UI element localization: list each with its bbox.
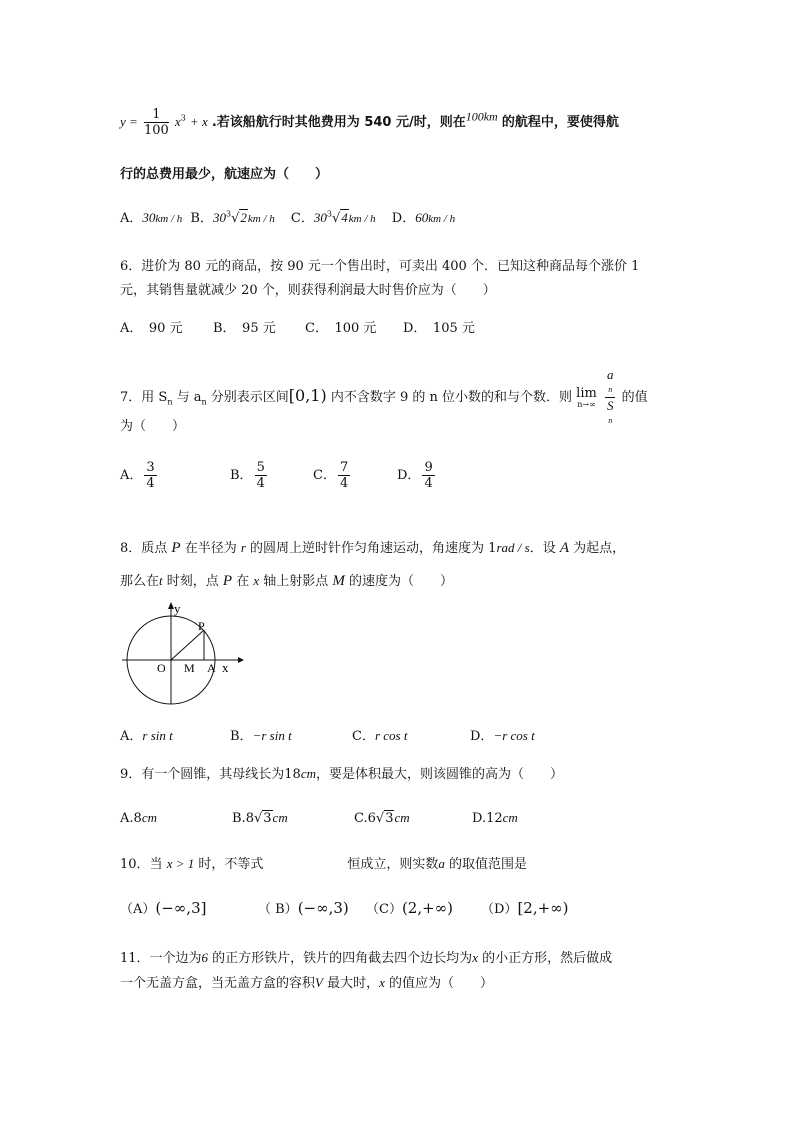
q8-rad: rad / s xyxy=(496,540,530,555)
q9-line1 xyxy=(120,763,563,782)
q5-formula-lhs: y = xyxy=(120,114,138,129)
q11-x2: x xyxy=(379,975,385,990)
q7-option-d xyxy=(397,460,437,491)
q9-option-b-unit: cm xyxy=(272,810,288,825)
q7-sub1: n xyxy=(167,397,173,407)
q5-line1 xyxy=(120,107,619,138)
q11-line1 xyxy=(120,947,612,966)
q7-line2: 为（ ） xyxy=(120,419,186,434)
q5-option-c-label: C． xyxy=(290,211,314,226)
q10-options xyxy=(120,898,569,917)
q7-lim: lim xyxy=(576,386,597,401)
q8-option-d xyxy=(470,725,535,744)
q11-l2-t3: 的值应为（ ） xyxy=(384,976,494,991)
q7-option-c-num: 7 xyxy=(339,460,349,475)
q8-a: A xyxy=(559,540,569,556)
q10-option-c-value: (2,+∞) xyxy=(401,899,454,917)
q8-option-d-label: D． xyxy=(470,729,494,744)
q9-option-d-unit: cm xyxy=(502,810,518,825)
q5-option-c-index: 3 xyxy=(326,209,332,219)
q7-option-b-den: 4 xyxy=(256,476,265,491)
q8-option-b-label: B． xyxy=(230,729,253,744)
q10-t3: 恒成立，则实数 xyxy=(347,857,439,872)
q7-frac-num-var: a xyxy=(606,367,614,382)
q8-options xyxy=(120,725,535,744)
q10-option-a-label: （A） xyxy=(120,902,156,917)
q5-option-a-value: 30 xyxy=(142,210,156,225)
q7-frac-den-var: S xyxy=(606,398,614,413)
q9-t1: 9．有一个圆锥，其母线长为 xyxy=(120,767,285,782)
q7-line1 xyxy=(120,367,648,428)
q9-options xyxy=(120,810,518,826)
q7-option-a-den: 4 xyxy=(146,476,155,491)
q7-sub2: n xyxy=(201,397,207,407)
q5-text2: 的航程中，要使得航 xyxy=(501,115,619,130)
q5-line2: 行的总费用最少，航速应为（ ） xyxy=(120,167,329,182)
q7-options xyxy=(120,460,437,491)
q8-l2-t5: 的速度为（ ） xyxy=(344,574,454,589)
q7-text2: 与 a xyxy=(172,390,202,405)
q8-r: r xyxy=(240,540,246,555)
q6-line2: 元，其销售量就减少 20 个，则获得利润最大时售价应为（ ） xyxy=(120,283,496,298)
q11-l2-t1: 一个无盖方盒，当无盖方盒的容积 xyxy=(120,976,316,991)
q8-t2: 在半径为 xyxy=(180,541,241,556)
q8-l2-t3: 在 xyxy=(232,574,254,589)
q7-text4: 内不含数字 9 的 n 位小数的和与个数．则 xyxy=(326,390,573,405)
q11-line2 xyxy=(120,972,493,991)
q6-option-c: C． 100 元 xyxy=(305,321,377,336)
q7-option-a-num: 3 xyxy=(146,460,155,475)
q11-t1: 11．一个边为 xyxy=(120,951,202,966)
q7-frac-den xyxy=(605,398,616,428)
q9-option-c-label: C. xyxy=(354,811,368,826)
q9-option-d-label: D. xyxy=(472,811,487,826)
q8-option-b xyxy=(230,725,352,744)
q8-option-b-value: −r sin t xyxy=(252,728,292,743)
q11-six: 6 xyxy=(201,950,209,965)
q6-option-d: D． 105 元 xyxy=(403,321,475,336)
q7-fraction xyxy=(605,367,616,428)
q7-option-c-frac xyxy=(338,460,350,491)
q5-option-c: C．$30^3√4km$ / h xyxy=(290,209,376,226)
q7-option-a-frac xyxy=(144,460,156,491)
q5-option-c-radicand: 4 xyxy=(341,210,348,225)
q7-option-d-frac xyxy=(422,460,434,491)
q10-option-c xyxy=(366,898,481,917)
q9-option-a-value: 8 xyxy=(133,811,142,826)
q9-option-b-label: B. xyxy=(232,811,246,826)
q5-option-d xyxy=(392,207,455,226)
q7-option-c-label: C． xyxy=(313,468,336,483)
q11-l2-t2: 最大时， xyxy=(322,976,380,991)
q8-option-a xyxy=(120,725,230,744)
q5-formula-x: x xyxy=(174,114,181,129)
q8-option-c-label: C． xyxy=(352,729,375,744)
q10-option-b xyxy=(258,898,366,917)
q11-v: V xyxy=(315,975,323,990)
label-p: P xyxy=(198,619,205,633)
q9-unit: cm xyxy=(300,766,316,781)
q8-option-c-value: r cos t xyxy=(374,728,408,743)
q8-option-c xyxy=(352,725,470,744)
q8-t1: 8．质点 xyxy=(120,541,172,556)
q6-option-a: A． 90 元 xyxy=(120,321,183,336)
q8-option-d-value: −r cos t xyxy=(493,728,535,743)
q8-l2-t4: 轴上射影点 xyxy=(259,574,333,589)
q5-text1: .若该船航行时其他费用为 540 元/时，则在 xyxy=(211,115,466,130)
q5-option-d-unit: km / h xyxy=(428,213,456,225)
q9-t2: ，要是体积最大，则该圆锥的高为（ ） xyxy=(316,767,564,782)
q8-option-a-label: A． xyxy=(120,729,143,744)
q10-t1: 10．当 xyxy=(120,857,167,872)
q10-t4: 的取值范围是 xyxy=(444,857,528,872)
q5-dist-unit: km xyxy=(483,109,498,124)
q9-len: 18 xyxy=(284,767,301,782)
q5-option-c-coef: 30 xyxy=(313,210,327,225)
q10-option-d-label: （D） xyxy=(481,902,518,917)
q7-option-b-num: 5 xyxy=(256,460,265,475)
q10-option-d-value: [2,+∞) xyxy=(517,899,569,917)
q6-line1: 6．进价为 80 元的商品，按 90 元一个售出时，可卖出 400 个．已知这种商品每个涨价 1 xyxy=(120,259,640,274)
q10-option-c-label: （C） xyxy=(366,902,402,917)
q5-dist-value: 100 xyxy=(465,109,484,124)
q5-option-a xyxy=(120,207,182,226)
q5-option-b-index: 3 xyxy=(225,209,232,219)
q8-circle-diagram xyxy=(116,600,246,710)
q9-option-d-value: 12 xyxy=(486,811,503,826)
q10-a: a xyxy=(438,856,445,871)
q5-option-b-unit: km / h xyxy=(247,213,275,225)
q8-line1 xyxy=(120,537,625,557)
q8-t3: 的圆周上逆时针作匀角速运动，角速度为 1 xyxy=(245,541,497,556)
q8-t4: ．设 xyxy=(529,541,560,556)
q7-option-c xyxy=(313,460,397,491)
q9-option-c-unit: cm xyxy=(394,810,410,825)
q5-formula-tail: + x xyxy=(189,114,208,129)
x-axis-arrow xyxy=(238,657,244,663)
q7-option-a-label: A． xyxy=(120,468,143,483)
q7-option-b-label: B． xyxy=(230,468,253,483)
q9-option-c-radicand: 3 xyxy=(385,811,394,826)
q10-option-b-label: （ B） xyxy=(258,902,298,917)
q7-frac-den-sub: n xyxy=(608,416,613,425)
label-o: O xyxy=(157,661,166,675)
radius-op xyxy=(171,630,204,660)
q10-option-a xyxy=(120,898,258,917)
q9-option-b: B.8√3cm xyxy=(232,810,288,826)
q7-option-a xyxy=(120,460,230,491)
q9-option-c: C.6√3cm xyxy=(354,810,410,826)
q5-dist xyxy=(466,110,498,124)
q9-option-d xyxy=(472,810,518,826)
q7-option-b xyxy=(230,460,313,491)
q8-p: P xyxy=(171,540,181,556)
q5-formula-fraction xyxy=(144,107,169,138)
q9-option-c-value: 6 xyxy=(367,811,376,826)
q7-text5: 的值 xyxy=(621,390,648,405)
q5-option-b-label: B． xyxy=(190,211,213,226)
label-y: y xyxy=(174,601,181,616)
q7-option-b-frac xyxy=(255,460,267,491)
q9-option-a xyxy=(120,810,232,826)
q5-option-a-unit: km / h xyxy=(155,213,183,225)
label-x: x xyxy=(222,660,229,675)
q11-t3: 的小正方形，然后做成 xyxy=(477,951,613,966)
q5-option-b-coef: 30 xyxy=(212,210,226,225)
q7-option-c-den: 4 xyxy=(339,476,349,491)
q6-option-b: B． 95 元 xyxy=(213,321,276,336)
q5-frac-num: 1 xyxy=(144,107,169,123)
q10-option-d xyxy=(481,898,569,917)
q5-frac-den: 100 xyxy=(143,123,169,138)
q7-option-d-num: 9 xyxy=(424,460,433,475)
q5-formula-exp: 3 xyxy=(180,113,186,123)
q10-option-b-value: (−∞,3) xyxy=(297,899,349,917)
q9-option-a-unit: cm xyxy=(141,810,157,825)
q8-x: x xyxy=(253,573,260,588)
label-a: A xyxy=(207,661,216,675)
q8-line2 xyxy=(120,570,453,590)
q10-option-a-value: (−∞,3] xyxy=(155,899,207,917)
q7-lim-sub: n→∞ xyxy=(577,400,596,409)
q7-option-d-label: D． xyxy=(397,468,421,483)
q7-option-d-den: 4 xyxy=(424,476,433,491)
q7-frac-num xyxy=(605,367,616,398)
q8-t: t xyxy=(159,573,163,588)
q5-option-a-label: A． xyxy=(120,211,143,226)
q8-l2-t2: 时刻，点 xyxy=(162,574,223,589)
q8-option-a-value: r sin t xyxy=(142,728,173,743)
q5-options xyxy=(120,207,455,226)
q11-t2: 的正方形铁片，铁片的四角截去四个边长均为 xyxy=(208,951,473,966)
q9-option-b-value: 8 xyxy=(245,811,254,826)
label-m: M xyxy=(184,661,195,675)
q8-l2-t1: 那么在 xyxy=(120,574,160,589)
q5-option-b: B．$30^3√2km$ / h xyxy=(190,209,275,226)
q10-cond: x > 1 xyxy=(166,856,195,871)
q5-option-c-unit: km / h xyxy=(348,213,376,225)
q7-interval: [0,1) xyxy=(288,386,327,405)
q5-option-d-label: D． xyxy=(391,211,416,226)
q9-option-a-label: A. xyxy=(120,811,134,826)
q11-x: x xyxy=(472,950,478,965)
q7-text3: 分别表示区间 xyxy=(206,390,289,405)
q8-m: M xyxy=(332,573,345,589)
q7-text1: 7．用 S xyxy=(120,390,168,405)
q7-frac-num-sub: n xyxy=(608,385,613,394)
q5-option-b-radicand: 2 xyxy=(240,210,247,225)
q7-limit xyxy=(576,386,597,409)
q9-option-b-radicand: 3 xyxy=(263,811,272,826)
q5-option-d-value: 60 xyxy=(415,210,429,225)
q10-line1 xyxy=(120,853,527,872)
q6-options xyxy=(120,317,475,336)
q10-t2: 时，不等式 xyxy=(194,857,264,872)
q8-t5: 为起点， xyxy=(569,541,626,556)
q8-p2: P xyxy=(222,573,233,589)
